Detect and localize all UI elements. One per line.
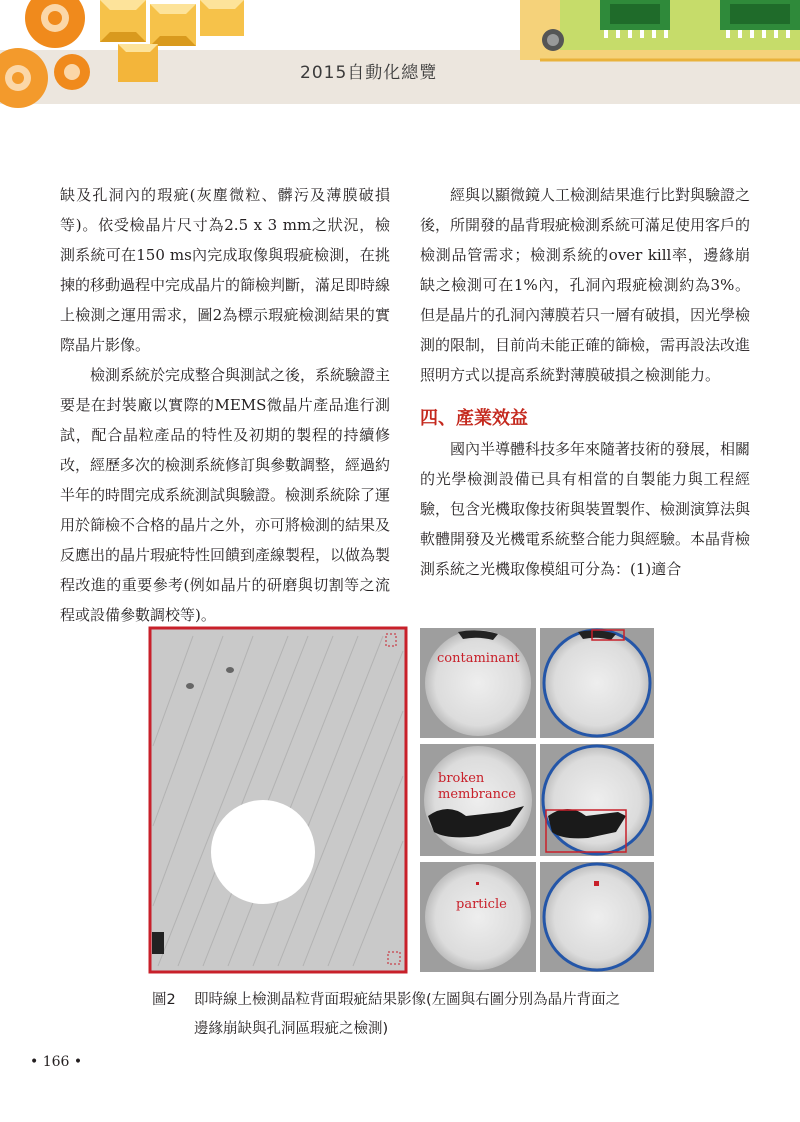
paragraph: 檢測系統於完成整合與測試之後，系統驗證主要是在封裝廠以實際的MEMS微晶片產品進行測試，配合晶粒產品的特性及初期的製程的持續修改，經歷多次的檢測系統修訂與參數調整，經過約半年的時間完成系統測試與驗證。檢測系統除了運用於篩檢不合格的晶片之外，亦可將檢測的結果及反應出的晶片瑕疵特性回饋到產線製程，以做為製程改進的重要參考(例如晶片的研磨與切割等之流程或設備參數調校等)。 [60,366,391,624]
figure-image [148,626,656,974]
paragraph: 經與以顯微鏡人工檢測結果進行比對與驗證之後，所開發的晶背瑕疵檢測系統可滿足使用客戶的檢測品管需求；檢測系統的over kill率，邊緣崩缺之檢測可在1%內，孔洞內瑕疵檢測約為3%。但是晶片的孔洞內薄膜若只一層有破損，因光學檢測的限制，目前尚未能正確的篩檢，需再設法改進照明方式以提高系統對薄膜破損之檢測能力。 [420,186,751,384]
circuit-decoration [520,0,800,60]
header-decoration [0,0,800,112]
header-title: 2015自動化總覽 [300,63,438,83]
page-header [0,0,800,112]
particle-detected-image [540,862,654,972]
contaminant-label: contaminant [437,651,520,666]
caption-text: 即時線上檢測晶粒背面瑕疵結果影像(左圖與右圖分別為晶片背面之 [194,992,621,1008]
right-column [420,180,750,584]
particle-label: particle [456,897,507,912]
gear-icon [0,48,48,108]
caption-label: 圖2 [152,992,176,1008]
left-column [60,180,390,630]
paragraph: 缺及孔洞內的瑕疵(灰塵微粒、髒污及薄膜破損等)。依受檢晶片尺寸為2.5 x 3 mm之狀況，檢測系統可在150 ms內完成取像與瑕疵檢測，在挑揀的移動過程中完成晶片的篩檢判斷，滿足即時線上檢測之運用需求，圖2為標示瑕疵檢測結果的實際晶片影像。 [60,186,391,354]
membrance-label: membrance [438,787,516,802]
caption-text: 邊緣崩缺與孔洞區瑕疵之檢測) [194,1021,389,1037]
contaminant-raw-image [420,628,536,738]
paragraph: 國內半導體科技多年來隨著技術的發展，相關的光學檢測設備已具有相當的自製能力與工程經驗，包含光機取像技術與裝置製作、檢測演算法與軟體開發及光機電系統整合能力與經驗。本晶背檢測系統之光機取像模組可分為：(1)適合 [420,440,751,578]
page-number: • 166 • [30,1054,83,1070]
broken-label: broken [438,771,485,786]
gear-icon [54,54,90,90]
tile-decoration [100,0,244,82]
figure-caption [152,986,672,1044]
chip-edge-image [150,628,406,972]
broken-membrance-detected-image [540,744,654,856]
gear-icon [25,0,85,48]
contaminant-detected-image [540,628,654,738]
section-heading: 四、產業效益 [420,408,528,429]
particle-raw-image [420,862,536,972]
